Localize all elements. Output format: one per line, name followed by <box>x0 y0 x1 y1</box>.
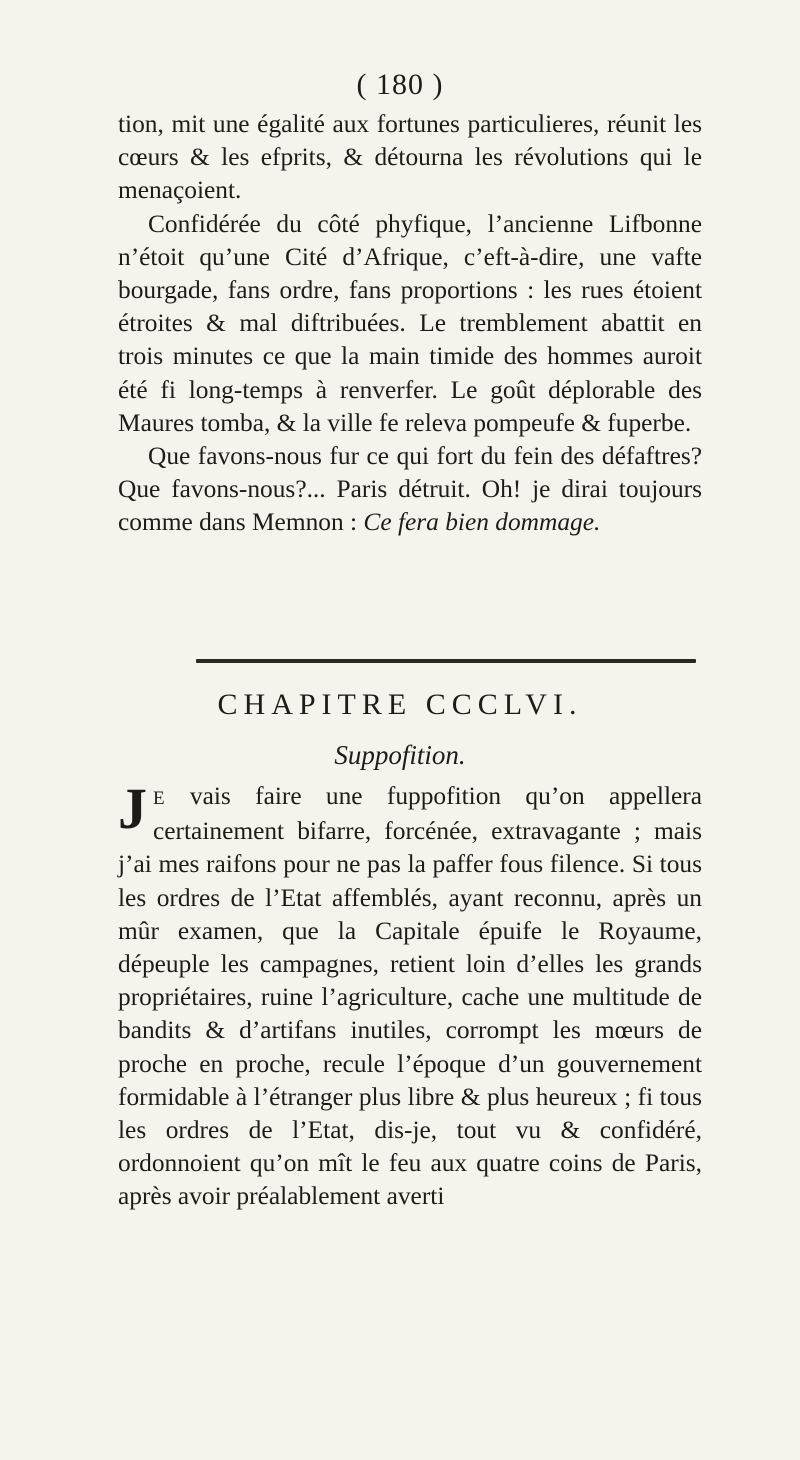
paragraph-lisbon: Confidérée du côté phyfique, l’ancienne Lifbonne n’étoit qu’une Cité d’Afrique, c’eft-à-dire, une vafte bourgade, fans ordre, fans proportions : les rues étoient étroites & mal diftribuées. Le tremblement abattit en trois minutes ce que la main timide des hommes auroit été fi long-temps à renverfer. Le goût déplorable des Maures tomba, & la ville fe releva pompeufe & fuperbe. <box>118 209 702 437</box>
chapter-title: CHAPITRE CCCLVI. <box>217 688 583 721</box>
chapter-body-text <box>118 776 702 1214</box>
drop-cap-letter: J <box>118 776 147 841</box>
chapter-paragraph-text: vais faire une fuppofition qu’on appellera certainement bifarre, forcénée, extravagante ; mais j’ai mes raifons pour ne pas la paffer fous filence. Si tous les ordres de l’Etat affemblés, ayant reconnu, après un mûr examen, que la Capitale épuife le Royaume, dépeuple les campagnes, retient loin d’elles les grands propriétaires, ruine l’agriculture, cache une multitude de bandits & d’artifans inutiles, corrompt les mœurs de proche en proche, recule l’époque d’un gouvernement formidable à l’étranger plus libre & plus heureux ; fi tous les ordres de l’Etat, dis-je, tout vu & confidéré, ordonnoient qu’on mît le feu aux quatre coins de Paris, après avoir préalablement averti <box>118 782 702 1211</box>
chapter-subtitle: Suppofition. <box>334 740 466 770</box>
paragraph-memnon-text: Que favons-nous fur ce qui fort du fein des défaftres? Que favons-nous?... Paris détruit. Oh! je dirai toujours comme dans Memnon : <box>118 442 702 537</box>
page-number: ( 180 ) <box>356 68 444 101</box>
memnon-quote: Ce fera bien dommage. <box>363 508 601 537</box>
previous-chapter-text <box>118 108 702 540</box>
chapter-divider-rule <box>196 659 696 663</box>
chapter-first-paragraph <box>118 776 702 1214</box>
paragraph-memnon <box>118 440 702 540</box>
paragraph-continuation: tion, mit une égalité aux fortunes particulieres, réunit les cœurs & les efprits, & détourna les révolutions qui le menaçoient. <box>118 110 702 205</box>
small-cap-letter: E <box>153 788 166 809</box>
